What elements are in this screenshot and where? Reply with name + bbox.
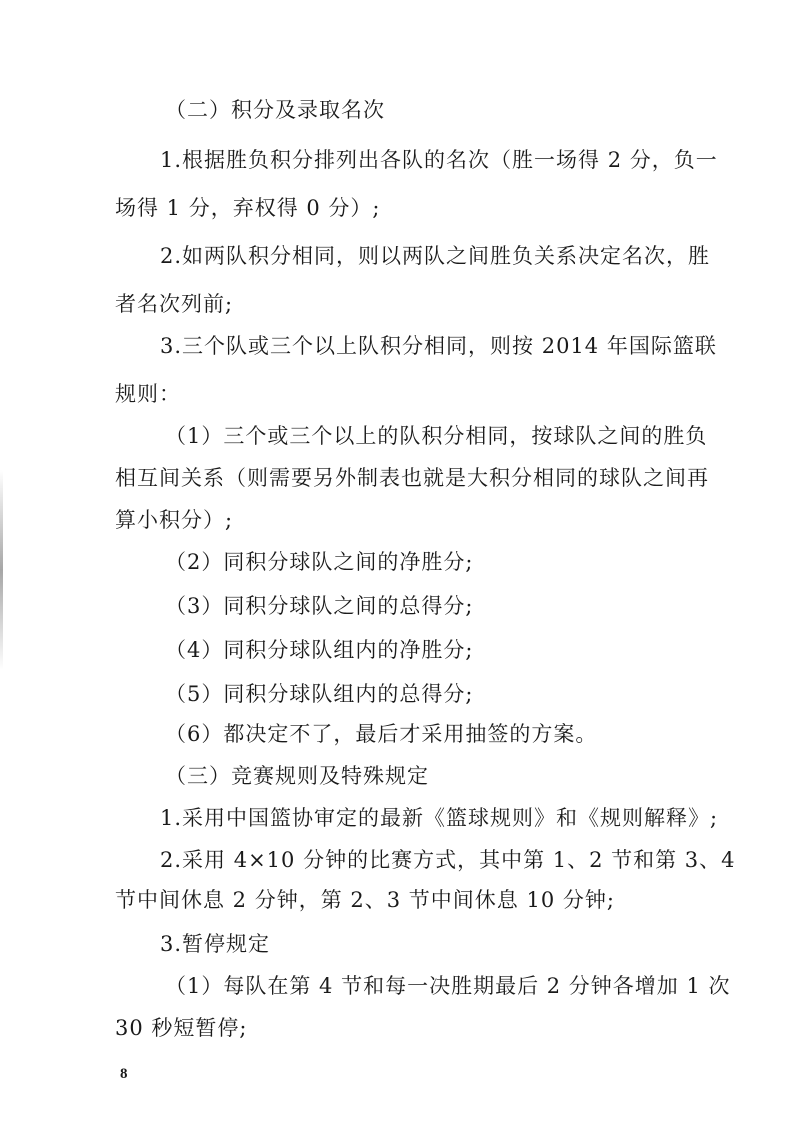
paragraph-line: 3.三个队或三个以上队积分相同，则按 2014 年国际篮联 — [160, 334, 717, 358]
paragraph-line: 规则： — [115, 382, 181, 406]
list-item: （6）都决定不了，最后才采用抽签的方案。 — [165, 722, 598, 746]
page-number: 8 — [120, 1066, 128, 1082]
paragraph-line: （1）三个或三个以上的队积分相同，按球队之间的胜负 — [165, 424, 708, 448]
section-heading-scoring: （二）积分及录取名次 — [165, 98, 385, 122]
list-item: （5）同积分球队组内的总得分; — [165, 682, 474, 706]
paragraph-line: 2.采用 4×10 分钟的比赛方式，其中第 1、2 节和第 3、4 — [160, 848, 736, 872]
paragraph-line: 场得 1 分，弃权得 0 分）; — [115, 196, 381, 220]
list-item: （3）同积分球队之间的总得分; — [165, 594, 474, 618]
paragraph-line: 相互间关系（则需要另外制表也就是大积分相同的球队之间再 — [115, 466, 709, 490]
paragraph-line: 30 秒短暂停; — [115, 1016, 248, 1040]
paragraph-line: 3.暂停规定 — [160, 932, 271, 956]
paragraph-line: 1.根据胜负积分排列出各队的名次（胜一场得 2 分，负一 — [160, 148, 718, 172]
section-heading-rules: （三）竞赛规则及特殊规定 — [165, 764, 429, 788]
paragraph-line: 2.如两队积分相同，则以两队之间胜负关系决定名次，胜 — [160, 244, 711, 268]
paragraph-line: 节中间休息 2 分钟，第 2、3 节中间休息 10 分钟; — [115, 888, 615, 912]
list-item: （4）同积分球队组内的净胜分; — [165, 638, 474, 662]
paragraph-line: 1.采用中国篮协审定的最新《篮球规则》和《规则解释》; — [160, 806, 719, 830]
list-item: （1）每队在第 4 节和每一决胜期最后 2 分钟各增加 1 次 — [165, 974, 731, 998]
list-item: （2）同积分球队之间的净胜分; — [165, 550, 474, 574]
scan-edge-shadow — [0, 470, 3, 670]
paragraph-line: 算小积分）; — [115, 508, 234, 532]
paragraph-line: 者名次列前; — [115, 292, 234, 316]
